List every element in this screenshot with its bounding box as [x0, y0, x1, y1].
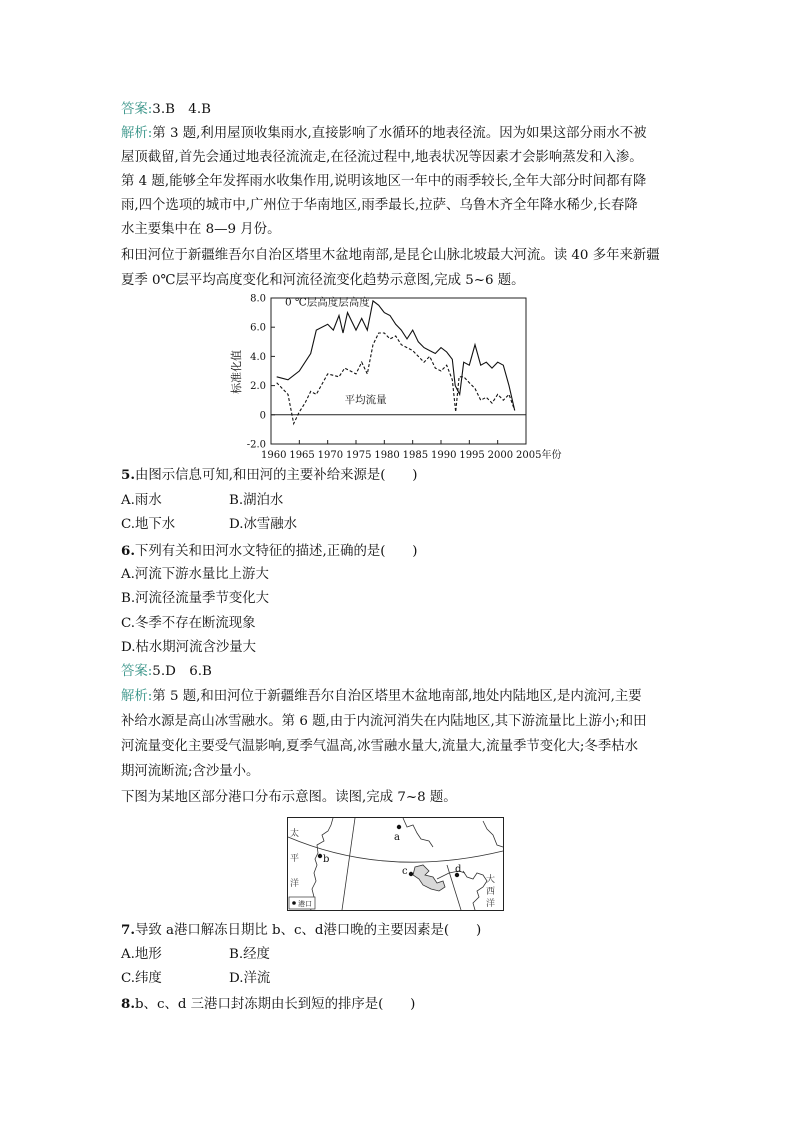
port-c-marker[interactable] [409, 872, 413, 876]
answer-text: 5.D 6.B [152, 664, 212, 679]
explanation-3-4-line-5: 水主要集中在 8—9 月份。 [121, 222, 281, 237]
explanation-5-6-line-3: 河流量变化主要受气温影响,夏季气温高,冰雪融水量大,流量大,流量季节变化大;冬季枯水 [121, 739, 638, 754]
explanation-text: 第 5 题,和田河位于新疆维吾尔自治区塔里木盆地南部,地处内陆地区,是内流河,主要 [152, 689, 642, 704]
x-tick-label: 1990 [431, 450, 457, 461]
q5-option-a[interactable]: A.雨水 [121, 493, 162, 508]
x-tick-label: 1965 [289, 450, 315, 461]
port-a-marker[interactable] [397, 825, 401, 829]
explanation-5-6-line-4: 期河流断流;含沙量小。 [121, 764, 260, 779]
legend-port-icon [292, 901, 296, 905]
question-8 [121, 995, 415, 1014]
intro-5-6-line-1: 和田河位于新疆维吾尔自治区塔里木盆地南部,是昆仑山脉北坡最大河流。读 40 多年来新疆 [121, 248, 660, 263]
port-d-label: d [455, 864, 462, 875]
x-tick-label: 1995 [459, 450, 485, 461]
q7-option-b[interactable]: B.经度 [229, 947, 270, 962]
question-number: 7. [121, 922, 135, 938]
question-stem: 下列有关和田河水文特征的描述,正确的是( ) [134, 544, 418, 559]
series-label-0c-height: 0 ℃层高度层高度 [285, 296, 370, 309]
x-tick-label: 2000 [487, 450, 514, 461]
question-5 [121, 466, 418, 485]
y-tick-label: 6.0 [250, 322, 266, 334]
q7-option-d[interactable]: D.洋流 [229, 971, 271, 986]
y-tick-label: -2.0 [246, 439, 266, 451]
answer-text: 3.B 4.B [152, 102, 211, 117]
answer-5-6 [121, 663, 212, 681]
port-a-label: a [394, 832, 400, 843]
x-tick-label: 1960 [261, 450, 287, 461]
y-tick-label: 4.0 [250, 351, 266, 363]
explanation-5-6-line-2: 补给水源是高山冰雪融水。第 6 题,由于内流河消失在内陆地区,其下游流量比上游小;和田 [121, 714, 647, 729]
question-7 [121, 921, 481, 940]
pacific-label-1: 太 [290, 829, 300, 839]
explanation-text: 第 3 题,利用屋顶收集雨水,直接影响了水循环的地表径流。因为如果这部分雨水不被 [152, 126, 647, 141]
question-stem: 导致 a港口解冻日期比 b、c、d港口晚的主要因素是( ) [134, 923, 482, 938]
plot-area [247, 294, 562, 461]
line-chart [226, 294, 576, 464]
question-6 [121, 542, 418, 561]
explanation-3-4-line-1 [121, 125, 647, 143]
q7-option-a[interactable]: A.地形 [121, 947, 162, 962]
q6-option-a[interactable]: A.河流下游水量比上游大 [121, 567, 269, 582]
pacific-label-3: 洋 [290, 879, 300, 889]
explanation-3-4-line-3: 第 4 题,能够全年发挥雨水收集作用,说明该地区一年中的雨季较长,全年大部分时间都有降 [121, 174, 647, 189]
x-tick-label: 1970 [317, 450, 344, 461]
q6-option-b[interactable]: B.河流径流量季节变化大 [121, 591, 270, 606]
question-stem: b、c、d 三港口封冻期由长到短的排序是( ) [134, 997, 416, 1012]
q6-option-c[interactable]: C.冬季不存在断流现象 [121, 616, 256, 631]
answer-label: 答案: [121, 102, 153, 117]
explanation-3-4-line-2: 屋顶截留,首先会通过地表径流流走,在径流过程中,地表状况等因素才会影响蒸发和入渗。 [121, 150, 643, 165]
question-number: 5. [121, 467, 135, 483]
y-tick-label: 0 [259, 410, 266, 422]
answer-label: 答案: [121, 664, 153, 679]
x-tick-label: 1975 [346, 450, 372, 461]
q7-option-c[interactable]: C.纬度 [121, 971, 162, 986]
answer-3-4 [121, 101, 211, 119]
series-label-avg-flow: 平均流量 [344, 394, 387, 407]
plot-frame [271, 298, 526, 444]
port-c-label: c [402, 866, 408, 877]
explanation-label: 解析: [121, 689, 153, 704]
question-number: 6. [121, 543, 135, 559]
y-axis-title: 标准化值 [230, 350, 243, 394]
atlantic-label-1: 大 [486, 875, 496, 885]
y-axis-label [229, 350, 243, 394]
explanation-5-6-line-1 [121, 688, 642, 706]
y-tick-label: 8.0 [250, 294, 266, 305]
atlantic-label-3: 洋 [486, 899, 496, 909]
q5-option-b[interactable]: B.湖泊水 [229, 493, 284, 508]
intro-7-8: 下图为某地区部分港口分布示意图。读图,完成 7~8 题。 [121, 790, 457, 805]
q5-option-d[interactable]: D.冰雪融水 [229, 517, 298, 532]
port-b-marker[interactable] [318, 854, 322, 858]
series-line-0c-height [277, 301, 515, 411]
port-map [287, 817, 504, 911]
q6-option-d[interactable]: D.枯水期河流含沙量大 [121, 640, 257, 655]
port-b-label: b [323, 854, 330, 865]
question-stem: 由图示信息可知,和田河的主要补给来源是( ) [134, 468, 418, 483]
explanation-label: 解析: [121, 126, 153, 141]
pacific-label-2: 平 [290, 854, 300, 864]
question-number: 8. [121, 996, 135, 1012]
intro-5-6-line-2: 夏季 0℃层平均高度变化和河流径流变化趋势示意图,完成 5~6 题。 [121, 273, 525, 288]
x-tick-label: 1985 [402, 450, 429, 461]
explanation-3-4-line-4: 雨,四个选项的城市中,广州位于华南地区,雨季最长,拉萨、乌鲁木齐全年降水稀少,长春降 [121, 198, 638, 213]
x-tick-label: 2005年份 [516, 450, 562, 461]
atlantic-label-2: 西 [486, 887, 496, 897]
x-tick-label: 1980 [374, 450, 400, 461]
y-tick-label: 2.0 [250, 381, 266, 393]
q5-option-c[interactable]: C.地下水 [121, 517, 176, 532]
legend-port-label: 港口 [298, 900, 312, 908]
